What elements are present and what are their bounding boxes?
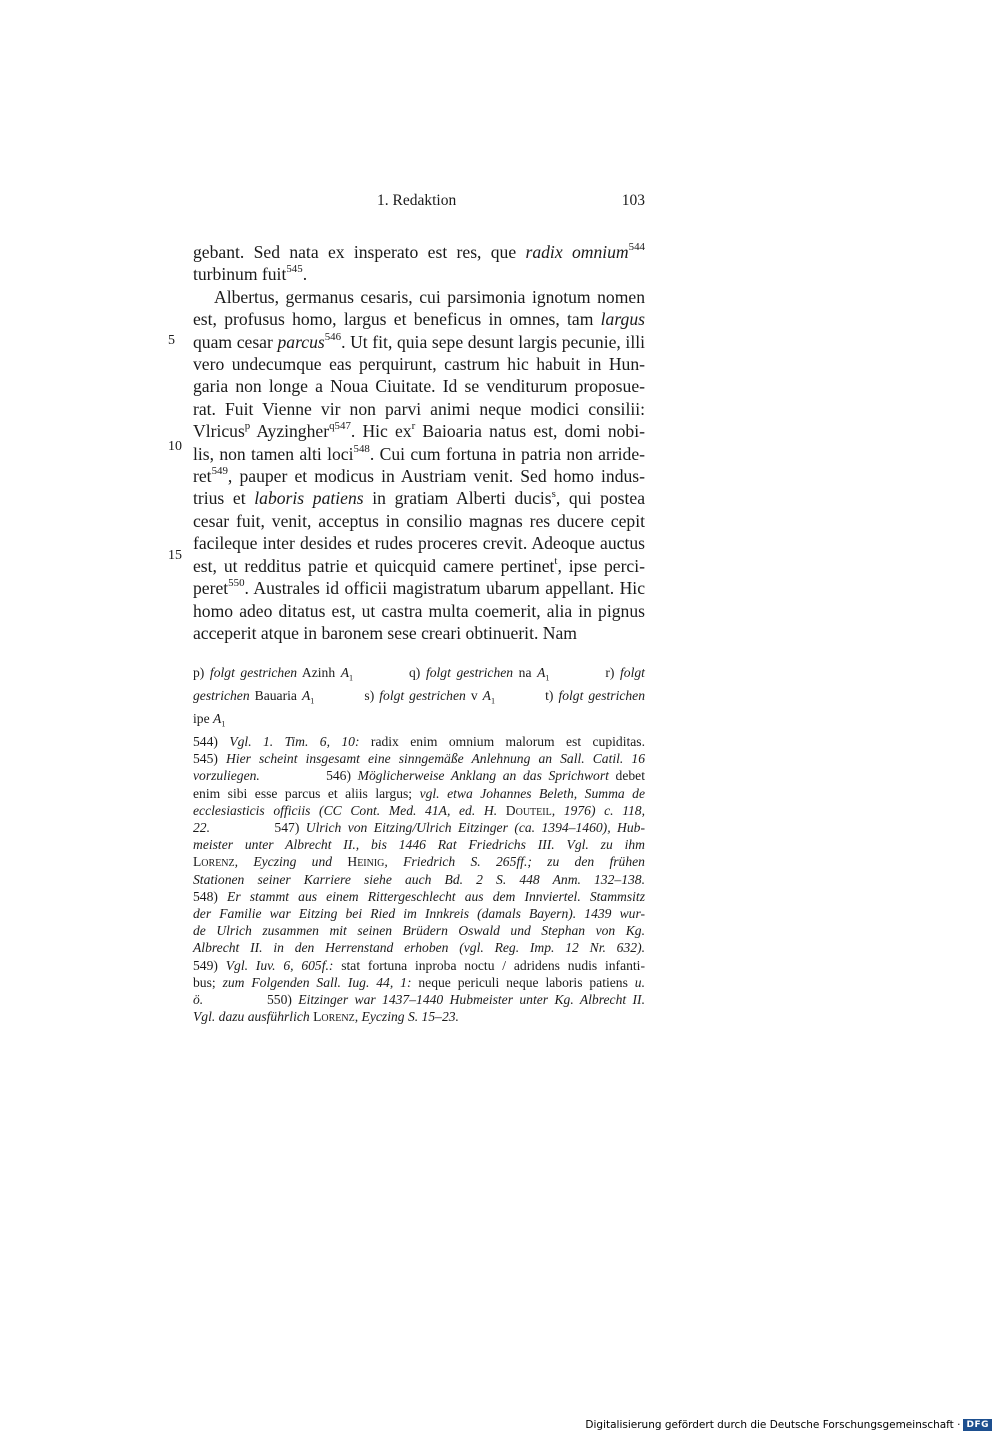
critical-apparatus bbox=[193, 664, 645, 733]
apparatus-segment: s) bbox=[314, 687, 380, 703]
footnote-segment: Eitzinger war 1437–1440 Hubmeister unter Kg. Albrecht II. bbox=[298, 992, 645, 1008]
footnote-line bbox=[193, 750, 645, 767]
apparatus-line bbox=[193, 687, 645, 710]
apparatus-segment: v bbox=[465, 687, 483, 703]
main-text-segment: ret bbox=[193, 466, 212, 487]
line-number-15: 15 bbox=[168, 548, 182, 563]
apparatus-segment: 1 bbox=[349, 673, 354, 683]
main-text-segment: lis, non tamen alti loci bbox=[193, 443, 354, 464]
footnote-segment: Vgl. 1. Tim. 6, 10: bbox=[229, 734, 360, 749]
apparatus-segment: A bbox=[482, 687, 491, 703]
footnote-segment: u. bbox=[634, 974, 645, 990]
apparatus-segment: folgt gestrichen bbox=[558, 687, 646, 703]
main-text-segment: turbinum fuit bbox=[193, 264, 287, 285]
main-text-segment: . Hic ex bbox=[350, 421, 412, 442]
footnote-segment: der Familie war Eitzing bei Ried im Innkreis (damals Bayern). 1439 wur- bbox=[193, 906, 645, 922]
footnote-line bbox=[193, 974, 645, 991]
dfg-footer bbox=[585, 1418, 992, 1432]
main-text-line bbox=[193, 532, 645, 554]
main-text-segment: homo adeo ditatus est, ut castra multa coemerit, alia in pignus bbox=[193, 600, 645, 621]
main-text-line bbox=[193, 308, 645, 330]
footnote-line bbox=[193, 819, 645, 836]
main-text-segment: garia non longe a Noua Ciuitate. Id se venditurum proposue- bbox=[193, 376, 645, 397]
main-text-segment: r bbox=[411, 420, 416, 433]
main-text-segment: radix omnium bbox=[525, 242, 629, 262]
main-text-segment: acceperit atque in baronem sese creari obtinuerit. Nam bbox=[193, 622, 577, 643]
main-text-segment: facileque inter desides et rudes proceres crevit. Adeoque auctus bbox=[193, 533, 645, 554]
footnote-segment: neque periculi neque laboris patiens bbox=[411, 974, 635, 990]
footnote-line bbox=[193, 888, 645, 905]
main-text-line bbox=[193, 263, 645, 285]
main-text-segment: s bbox=[551, 487, 556, 500]
main-text-line bbox=[193, 622, 645, 644]
footnote-segment: Douteil bbox=[505, 802, 552, 818]
main-text-line bbox=[193, 600, 645, 622]
footnote-line bbox=[193, 785, 645, 802]
main-text-segment: in gratiam Alberti ducis bbox=[363, 488, 552, 509]
main-text-segment: . bbox=[302, 264, 308, 285]
footnote-line bbox=[193, 957, 645, 974]
main-text-segment: q547 bbox=[329, 420, 351, 433]
footnote-segment: Vgl. dazu ausführlich bbox=[193, 1009, 314, 1025]
main-text-line bbox=[193, 487, 645, 509]
footnote-segment: Möglicherweise Anklang an das Sprichwort bbox=[357, 768, 609, 784]
footnote-segment: de Ulrich zusammen mit seinen Brüdern Oswald und Stephan von Kg. bbox=[193, 923, 645, 939]
apparatus-segment: p) bbox=[193, 665, 210, 680]
main-text-segment: p bbox=[244, 420, 251, 433]
line-number-5: 5 bbox=[168, 333, 175, 348]
footnote-segment: , Eyczing und bbox=[234, 854, 348, 870]
footnote-segment: , 1976) c. 118, bbox=[551, 802, 645, 818]
main-text-segment: . Australes id officii magistratum ubarum appellant. Hic bbox=[244, 578, 645, 599]
footnote-segment: 544) bbox=[193, 734, 230, 749]
apparatus-segment: t) bbox=[495, 687, 559, 703]
footnote-line bbox=[193, 1008, 645, 1025]
footnote-segment: Er stammt aus einem Rittergeschlecht aus dem Innviertel. Stammsitz bbox=[227, 888, 645, 904]
footnote-segment: Ulrich von Eitzing/Ulrich Eitzinger (ca. 1394–1460), Hub- bbox=[305, 820, 645, 836]
apparatus-segment: 1 bbox=[221, 719, 226, 729]
footnote-segment: , Eyczing S. 15–23. bbox=[354, 1009, 459, 1025]
main-text-line bbox=[193, 420, 645, 442]
main-text-segment: laboris patiens bbox=[254, 488, 364, 509]
apparatus-segment: folgt gestrichen bbox=[425, 665, 514, 680]
footnote-segment: meister unter Albrecht II., bis 1446 Rat Friedrichs III. Vgl. zu ihm bbox=[193, 837, 645, 853]
footnotes bbox=[193, 733, 645, 1025]
footnote-segment: 546) bbox=[259, 768, 358, 784]
main-text-segment: vero undecumque eas perquirunt, castrum hic habuit in Hun- bbox=[193, 354, 645, 375]
footnote-segment: 547) bbox=[210, 820, 306, 836]
footnote-segment: Stationen seiner Karriere siehe auch Bd. 2 S. 448 Anm. 132–138. bbox=[193, 871, 645, 887]
main-text-segment: largus bbox=[600, 309, 645, 330]
main-text-segment: est, ut redditus patrie et quicquid camere pertinet bbox=[193, 555, 555, 576]
footnote-line bbox=[193, 991, 645, 1008]
apparatus-segment: A bbox=[537, 665, 546, 680]
running-title: 1. Redaktion bbox=[377, 192, 457, 209]
footnote-segment: Hier scheint insgesamt eine sinngemäße Anlehnung an Sall. Catil. 16 bbox=[226, 751, 645, 767]
main-text-line bbox=[193, 331, 645, 353]
main-text-segment: , ipse perci- bbox=[557, 555, 645, 576]
main-text-line bbox=[193, 286, 645, 308]
apparatus-segment: A bbox=[213, 710, 222, 726]
main-text-segment: est, profusus homo, largus et beneficus in omnes, tam bbox=[193, 309, 601, 330]
footnote-line bbox=[193, 922, 645, 939]
footnote-segment: debet bbox=[608, 768, 645, 784]
main-text-line bbox=[193, 443, 645, 465]
footnote-line bbox=[193, 802, 645, 819]
footnote-segment: enim sibi esse parcus et aliis largus; bbox=[193, 785, 420, 801]
footer-text: Digitalisierung gefördert durch die Deutsche Forschungsgemeinschaft · bbox=[585, 1419, 961, 1431]
main-text-line bbox=[193, 555, 645, 577]
apparatus-segment: 1 bbox=[490, 696, 496, 706]
main-text-segment: cesar fuit, venit, acceptus in consilio magnas res ducere cepit bbox=[193, 510, 645, 531]
footnote-line bbox=[193, 905, 645, 922]
main-text-segment: Albertus, germanus cesaris, cui parsimonia ignotum nomen bbox=[214, 286, 645, 307]
main-text-line bbox=[193, 353, 645, 375]
footnote-line bbox=[193, 871, 645, 888]
footnote-line bbox=[193, 733, 645, 750]
footnote-segment: Lorenz bbox=[193, 854, 235, 870]
main-text-segment: , qui postea bbox=[555, 488, 646, 509]
main-text-segment: 546 bbox=[324, 330, 342, 343]
main-text-segment: Ayzingher bbox=[250, 421, 330, 442]
main-text-line bbox=[193, 241, 645, 263]
line-number-10: 10 bbox=[168, 439, 182, 454]
apparatus-segment: ipe bbox=[193, 710, 214, 726]
footnote-segment: radix enim omnium malorum est cupiditas. bbox=[359, 734, 645, 749]
footnote-segment: Albrecht II. in den Herrenstand erhoben (vgl. Reg. Imp. 12 Nr. 632). bbox=[193, 940, 645, 956]
footnote-line bbox=[193, 836, 645, 853]
footnote-segment: , Friedrich S. 265ff.; zu den frühen bbox=[384, 854, 645, 870]
apparatus-segment: folgt gestrichen bbox=[379, 687, 466, 703]
main-text-segment: 544 bbox=[628, 241, 645, 254]
footnote-segment: 549) bbox=[193, 957, 226, 973]
main-text-line bbox=[193, 577, 645, 599]
apparatus-segment: folgt bbox=[620, 665, 645, 680]
apparatus-segment: na bbox=[513, 665, 538, 680]
footnote-line bbox=[193, 853, 645, 870]
main-text-segment: 548 bbox=[353, 442, 370, 455]
main-text-segment: 550 bbox=[228, 577, 245, 590]
main-text-segment: trius et bbox=[193, 488, 255, 509]
footnote-segment: ö. bbox=[193, 992, 204, 1008]
main-text-segment: rat. Fuit Vienne vir non parvi animi neque modici consilii: bbox=[193, 398, 645, 419]
footnote-segment: zum Folgenden Sall. Iug. 44, 1: bbox=[222, 974, 412, 990]
dfg-logo: DFG bbox=[963, 1419, 992, 1431]
main-text-segment: t bbox=[554, 554, 558, 567]
apparatus-segment: r) bbox=[549, 665, 621, 680]
main-text-segment: , pauper et modicus in Austriam venit. Sed homo indus- bbox=[227, 466, 645, 487]
apparatus-line bbox=[193, 664, 645, 687]
footnote-line bbox=[193, 939, 645, 956]
running-header bbox=[193, 192, 645, 214]
main-text-line bbox=[193, 465, 645, 487]
footnote-segment: Heinig bbox=[347, 854, 385, 870]
main-text-line bbox=[193, 398, 645, 420]
footnote-segment: vgl. etwa Johannes Beleth, Summa de bbox=[419, 785, 646, 801]
main-text-segment: Vlricus bbox=[193, 421, 245, 442]
footnote-segment: 22. bbox=[193, 820, 210, 836]
footnote-segment: Lorenz bbox=[313, 1009, 355, 1025]
footnote-segment: stat fortuna inproba noctu / adridens nudis infanti- bbox=[333, 957, 645, 973]
footnote-segment: 548) bbox=[193, 888, 228, 904]
main-text-segment: . Ut fit, quia sepe desunt largis pecunie, illi bbox=[341, 331, 645, 352]
footnote-segment: vorzuliegen. bbox=[193, 768, 260, 784]
apparatus-segment: Bauaria bbox=[249, 687, 302, 703]
apparatus-segment: 1 bbox=[310, 696, 315, 706]
apparatus-line bbox=[193, 710, 645, 733]
page-number: 103 bbox=[621, 192, 645, 209]
main-text-segment: quam cesar bbox=[193, 331, 278, 352]
apparatus-segment: gestrichen bbox=[193, 687, 250, 703]
apparatus-segment: A bbox=[340, 665, 350, 680]
main-text-segment: Baioaria natus est, domi nobi- bbox=[415, 421, 645, 442]
apparatus-segment: A bbox=[301, 687, 311, 703]
footnote-segment: ecclesiasticis officiis (CC Cont. Med. 41A, ed. H. bbox=[193, 802, 506, 818]
apparatus-segment: folgt gestrichen bbox=[209, 665, 298, 680]
main-text-segment: gebant. Sed nata ex insperato est res, que bbox=[193, 242, 526, 262]
main-text-line bbox=[193, 375, 645, 397]
apparatus-segment: 1 bbox=[545, 673, 550, 683]
main-text-segment: parcus bbox=[277, 331, 325, 352]
main-text bbox=[193, 241, 645, 644]
apparatus-segment: Azinh bbox=[297, 665, 341, 680]
footnote-segment: 550) bbox=[203, 992, 299, 1008]
main-text-segment: 549 bbox=[211, 465, 228, 478]
apparatus-segment: q) bbox=[353, 665, 426, 680]
footnote-segment: 545) bbox=[193, 751, 226, 767]
footnote-segment: bus; bbox=[193, 974, 223, 990]
main-text-segment: 545 bbox=[286, 263, 303, 276]
main-text-line bbox=[193, 510, 645, 532]
main-text-segment: peret bbox=[193, 578, 229, 599]
footnote-segment: Vgl. Iuv. 6, 605f.: bbox=[225, 957, 334, 973]
footnote-line bbox=[193, 767, 645, 784]
main-text-segment: . Cui cum fortuna in patria non arride- bbox=[369, 443, 645, 464]
